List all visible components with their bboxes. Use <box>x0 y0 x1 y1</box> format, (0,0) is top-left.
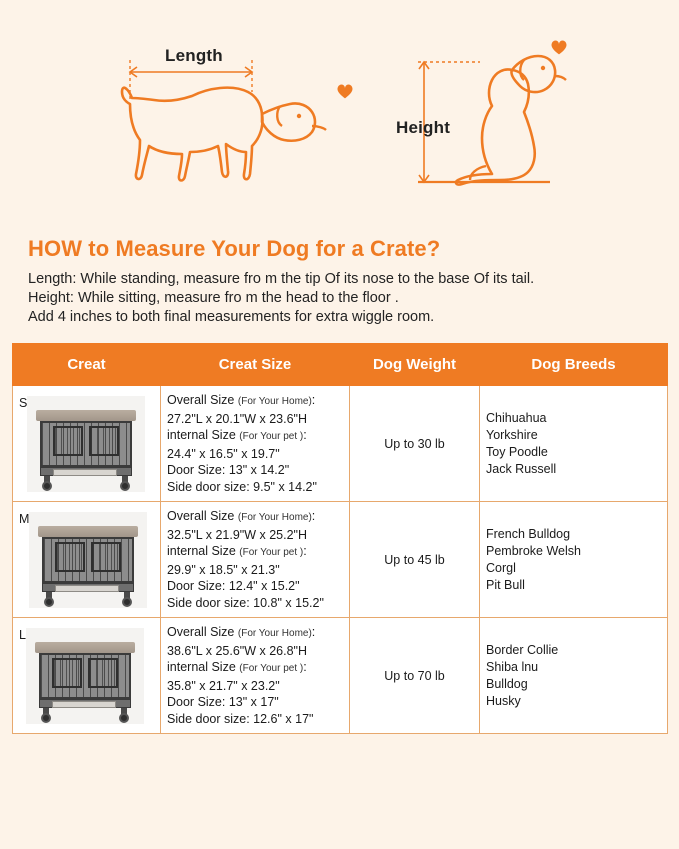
crate-cell-small <box>13 386 161 502</box>
side-door-size-large: Side door size: 12.6" x 17" <box>167 711 314 726</box>
table-row <box>13 618 668 734</box>
specs-large: Overall Size (For Your Home): 38.6"L x 25.6"W x 26.8"H internal Size (For Your pet ): 35.8" x 21.7" x 23.2" Door Size: 13" x 17" Side door size: 12.6" x 17" <box>161 618 350 734</box>
internal-note-medium: (For Your pet ) <box>239 547 304 558</box>
breed-item: Chihuahua <box>486 410 547 425</box>
weight-large: Up to 70 lb <box>350 618 480 734</box>
col-header-crate-size: Creat Size <box>161 344 350 386</box>
crate-photo-large <box>26 628 144 724</box>
internal-note-large: (For Your pet ) <box>239 663 304 674</box>
crate-photo-small <box>27 396 145 492</box>
crate-cell-medium <box>13 502 161 618</box>
overall-note-large: (For Your Home) <box>237 628 312 639</box>
heart-icon <box>338 85 353 99</box>
breed-item: Corgl <box>486 560 516 575</box>
breed-item: Border Collie <box>486 642 559 657</box>
internal-note-small: (For Your pet ) <box>239 431 304 442</box>
overall-note-small: (For Your Home) <box>237 396 312 407</box>
size-label-small: S <box>19 395 28 410</box>
col-header-crate: Creat <box>13 344 161 386</box>
internal-value-medium: 29.9" x 18.5" x 21.3" <box>167 562 280 577</box>
breed-item: Husky <box>486 693 521 708</box>
table-row <box>13 386 668 502</box>
col-header-dog-breeds: Dog Breeds <box>480 344 668 386</box>
page-title: HOW to Measure Your Dog for a Crate? <box>28 236 441 261</box>
breeds-medium <box>480 502 668 618</box>
breed-item: Jack Russell <box>486 461 557 476</box>
internal-value-large: 35.8" x 21.7" x 23.2" <box>167 678 280 693</box>
crate-photo-medium <box>29 512 147 608</box>
table-header-row <box>13 344 668 386</box>
breeds-small <box>480 386 668 502</box>
measurement-diagram <box>0 0 679 228</box>
size-label-medium: M <box>19 511 30 526</box>
specs-small: Overall Size (For Your Home): 27.2"L x 20.1"W x 23.6"H internal Size (For Your pet ): 24.4" x 16.5" x 19.7" Door Size: 13" x 14.2" Side door size: 9.5" x 14.2" <box>161 386 350 502</box>
door-size-large: Door Size: 13" x 17" <box>167 695 279 709</box>
crate-cell-large <box>13 618 161 734</box>
breed-item: Bulldog <box>486 676 528 691</box>
overall-label-small: Overall Size <box>167 393 235 407</box>
internal-label-small: internal Size <box>167 428 236 442</box>
standing-dog-illustration <box>100 40 360 200</box>
side-door-size-small: Side door size: 9.5" x 14.2" <box>167 479 317 494</box>
side-door-size-medium: Side door size: 10.8" x 15.2" <box>167 595 324 610</box>
overall-value-small: 27.2"L x 20.1"W x 23.6"H <box>167 411 308 426</box>
instruction-wiggle: Add 4 inches to both final measurements for extra wiggle room. <box>28 309 435 325</box>
height-label: Height <box>396 118 451 137</box>
overall-label-medium: Overall Size <box>167 509 235 523</box>
table-row <box>13 502 668 618</box>
weight-small: Up to 30 lb <box>350 386 480 502</box>
length-label: Length <box>165 46 223 65</box>
heart-icon <box>552 41 567 55</box>
breed-item: French Bulldog <box>486 526 571 541</box>
overall-label-large: Overall Size <box>167 625 235 639</box>
breed-item: Pit Bull <box>486 577 525 592</box>
specs-medium: Overall Size (For Your Home): 32.5"L x 21.9"W x 25.2"H internal Size (For Your pet ): 29.9" x 18.5" x 21.3" Door Size: 12.4" x 15.2" Side door size: 10.8" x 15.2" <box>161 502 350 618</box>
internal-label-medium: internal Size <box>167 544 236 558</box>
breed-item: Pembroke Welsh <box>486 543 581 558</box>
internal-label-large: internal Size <box>167 660 236 674</box>
breed-item: Toy Poodle <box>486 444 548 459</box>
breed-item: Yorkshire <box>486 427 538 442</box>
crate-size-table <box>12 343 668 734</box>
col-header-dog-weight: Dog Weight <box>350 344 480 386</box>
overall-value-large: 38.6"L x 25.6"W x 26.8"H <box>167 643 308 658</box>
instruction-length: Length: While standing, measure fro m the tip Of its nose to the base Of its tail. <box>28 271 535 287</box>
door-size-medium: Door Size: 12.4" x 15.2" <box>167 579 300 593</box>
overall-value-medium: 32.5"L x 21.9"W x 25.2"H <box>167 527 308 542</box>
breed-item: Shiba lnu <box>486 659 539 674</box>
internal-value-small: 24.4" x 16.5" x 19.7" <box>167 446 280 461</box>
overall-note-medium: (For Your Home) <box>237 512 312 523</box>
instruction-height: Height: While sitting, measure fro m the head to the floor . <box>28 290 399 306</box>
instructions <box>28 270 668 327</box>
size-label-large: L <box>19 627 26 642</box>
door-size-small: Door Size: 13" x 14.2" <box>167 463 290 477</box>
breeds-large <box>480 618 668 734</box>
weight-medium: Up to 45 lb <box>350 502 480 618</box>
